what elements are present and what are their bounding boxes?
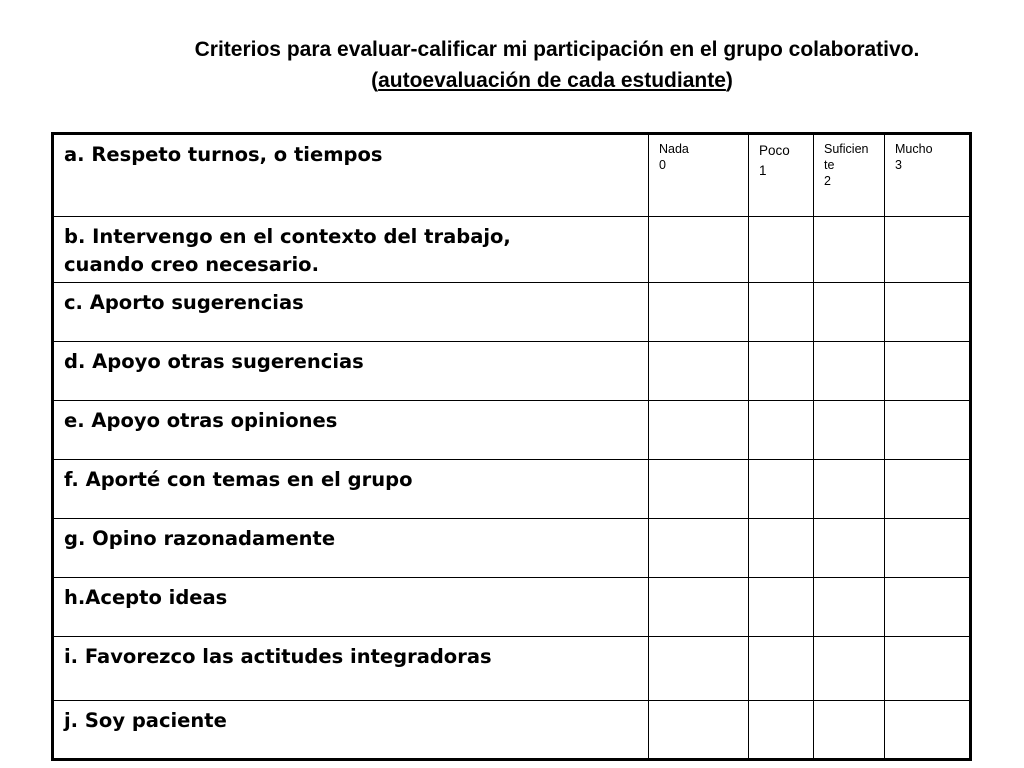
score-cell-nada[interactable]	[649, 637, 749, 701]
score-cell-poco[interactable]	[749, 283, 814, 342]
score-cell-suficiente[interactable]	[814, 342, 885, 401]
criterion-cell	[53, 217, 649, 283]
table-row	[53, 578, 971, 637]
criterion-cell: j. Soy paciente	[53, 701, 649, 760]
table-row	[53, 637, 971, 701]
score-cell-suficiente[interactable]	[814, 217, 885, 283]
score-cell-mucho[interactable]	[885, 460, 971, 519]
score-cell-poco[interactable]	[749, 460, 814, 519]
criterion-line-1: b. Intervengo en el contexto del trabajo,	[64, 225, 511, 248]
score-cell-poco[interactable]	[749, 342, 814, 401]
criterion-cell: e. Apoyo otras opiniones	[53, 401, 649, 460]
scale-value: 1	[759, 163, 767, 178]
score-cell-mucho[interactable]	[885, 701, 971, 760]
criterion-cell: a. Respeto turnos, o tiempos	[53, 134, 649, 217]
criterion-line-2: cuando creo necesario.	[64, 253, 319, 276]
criterion-cell: g. Opino razonadamente	[53, 519, 649, 578]
scale-header-nada	[649, 134, 749, 217]
score-cell-nada[interactable]	[649, 460, 749, 519]
score-cell-mucho[interactable]	[885, 519, 971, 578]
score-cell-nada[interactable]	[649, 578, 749, 637]
score-cell-poco[interactable]	[749, 217, 814, 283]
scale-label-part2: te	[824, 158, 835, 172]
score-cell-suficiente[interactable]	[814, 578, 885, 637]
score-cell-poco[interactable]	[749, 519, 814, 578]
title-line-1: Criterios para evaluar-calificar mi participación en el grupo colaborativo.	[194, 38, 920, 61]
scale-header-mucho	[885, 134, 971, 217]
scale-label: Nada	[659, 142, 689, 156]
score-cell-nada[interactable]	[649, 401, 749, 460]
score-cell-nada[interactable]	[649, 342, 749, 401]
score-cell-suficiente[interactable]	[814, 519, 885, 578]
scale-value: 2	[824, 174, 831, 188]
scale-label: Mucho	[895, 142, 933, 156]
score-cell-nada[interactable]	[649, 701, 749, 760]
criterion-cell: h.Acepto ideas	[53, 578, 649, 637]
score-cell-suficiente[interactable]	[814, 637, 885, 701]
scale-header-poco	[749, 134, 814, 217]
scale-header-suficiente	[814, 134, 885, 217]
score-cell-nada[interactable]	[649, 283, 749, 342]
title-underlined-text: autoevaluación de cada estudiante	[378, 69, 726, 92]
score-cell-poco[interactable]	[749, 701, 814, 760]
score-cell-mucho[interactable]	[885, 283, 971, 342]
score-cell-suficiente[interactable]	[814, 283, 885, 342]
table-row	[53, 217, 971, 283]
criterion-cell: i. Favorezco las actitudes integradoras	[53, 637, 649, 701]
table-row	[53, 342, 971, 401]
table-row	[53, 701, 971, 760]
score-cell-mucho[interactable]	[885, 637, 971, 701]
table-row	[53, 283, 971, 342]
score-cell-poco[interactable]	[749, 578, 814, 637]
criterion-cell: d. Apoyo otras sugerencias	[53, 342, 649, 401]
criterion-cell: c. Aporto sugerencias	[53, 283, 649, 342]
score-cell-mucho[interactable]	[885, 217, 971, 283]
score-cell-mucho[interactable]	[885, 578, 971, 637]
score-cell-mucho[interactable]	[885, 342, 971, 401]
table-row	[53, 134, 971, 217]
scale-label: Poco	[759, 143, 790, 158]
table-row	[53, 401, 971, 460]
score-cell-poco[interactable]	[749, 401, 814, 460]
evaluation-table	[51, 132, 972, 761]
table-row	[53, 460, 971, 519]
score-cell-nada[interactable]	[649, 519, 749, 578]
title-paren-open: (	[371, 69, 379, 92]
score-cell-mucho[interactable]	[885, 401, 971, 460]
table-row	[53, 519, 971, 578]
score-cell-nada[interactable]	[649, 217, 749, 283]
criterion-cell: f. Aporté con temas en el grupo	[53, 460, 649, 519]
title-paren-close: )	[725, 69, 733, 92]
page-title	[0, 34, 1024, 96]
scale-value: 0	[659, 158, 666, 172]
scale-label-part1: Suficien	[824, 142, 869, 156]
title-line-2	[0, 65, 1024, 96]
score-cell-suficiente[interactable]	[814, 460, 885, 519]
score-cell-suficiente[interactable]	[814, 401, 885, 460]
scale-value: 3	[895, 158, 902, 172]
score-cell-suficiente[interactable]	[814, 701, 885, 760]
score-cell-poco[interactable]	[749, 637, 814, 701]
